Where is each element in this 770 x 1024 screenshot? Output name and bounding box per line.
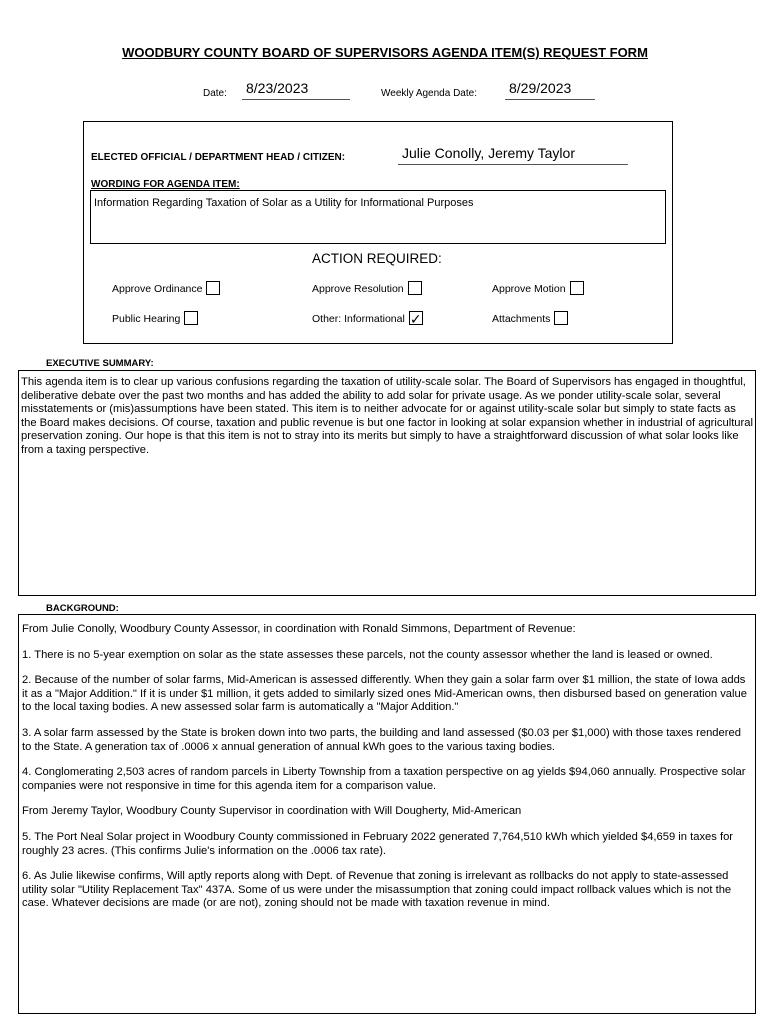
option-label: Public Hearing — [112, 312, 181, 325]
background-paragraph: 5. The Port Neal Solar project in Woodbury County commissioned in February 2022 generated 7,764,510 kWh which yielded $4,659 in taxes for roughly 23 acres. (This confirms Julie's information on the .0006 tax rate). — [22, 830, 734, 857]
option-approve-ordinance[interactable] — [112, 282, 220, 296]
background-paragraph: 1. There is no 5-year exemption on solar as the state assesses these parcels, not the county assessor whether the land is leased or owned. — [22, 648, 713, 661]
form-title: WOODBURY COUNTY BOARD OF SUPERVISORS AGENDA ITEM(S) REQUEST FORM — [122, 45, 648, 60]
official-value: Julie Conolly, Jeremy Taylor — [402, 145, 575, 161]
background-paragraph: 3. A solar farm assessed by the State is broken down into two parts, the building and land assessed ($0.03 per $1,000) with those taxes rendered to the State. A generation tax of .0006 x annual generation of annual kWh goes to the various taxing bodies. — [22, 726, 741, 753]
weekly-agenda-date-field[interactable] — [505, 80, 595, 100]
option-approve-motion[interactable] — [492, 282, 584, 296]
option-public-hearing[interactable] — [112, 312, 198, 326]
background-field[interactable] — [18, 614, 756, 1014]
executive-summary-text: This agenda item is to clear up various confusions regarding the taxation of utility-scale solar. The Board of Supervisors has engaged in thoughtful, deliberative debate over the past two months and has added the ability to add solar for private usage. As we ponder utility-scale solar, several misstatements or (mis)assumptions have been stated. This item is to neither advocate for or against utility-scale solar but simply to state facts as the Board makes decisions. Of course, taxation and public revenue is but one factor in looking at solar expansion whether in industrial of agricultural preservation zoning. Our hope is that this item is not to stray into its merits but simply to have a straightforward discussion of what solar looks like from a taxing perspective. — [21, 376, 753, 456]
checkbox-approve-resolution[interactable] — [408, 281, 422, 295]
option-label: Other: Informational — [312, 312, 405, 325]
date-field[interactable] — [242, 80, 350, 100]
background-paragraph: From Jeremy Taylor, Woodbury County Supervisor in coordination with Will Dougherty, Mid-American — [22, 805, 522, 818]
official-field[interactable] — [398, 145, 628, 165]
checkbox-attachments[interactable] — [554, 311, 568, 325]
background-label: BACKGROUND: — [46, 603, 119, 614]
executive-summary-label: EXECUTIVE SUMMARY: — [46, 358, 154, 369]
background-paragraph: 6. As Julie likewise confirms, Will aptly reports along with Dept. of Revenue that zoning is irrelevant as rollbacks do not apply to state-assessed utility solar "Utility Replacement Tax" 437A. Some of us were under the misassumption that zoning could impact rollback values which is not the case. Whatever decisions are made (or are not), zoning should not be made with taxation revenue in mind. — [22, 870, 732, 910]
option-label: Attachments — [492, 312, 551, 325]
background-paragraph: 2. Because of the number of solar farms, Mid-American is assessed differently. When they gain a solar farm over $1 million, the state of Iowa adds it as a "Major Addition." If it is under $1 million, it gets added to similarly sized ones Mid-American owns, then disbursed based on generation value to the local taxing bodies. A new assessed solar farm is automatically a "Major Addition." — [22, 674, 747, 714]
background-paragraph: From Julie Conolly, Woodbury County Assessor, in coordination with Ronald Simmons, Department of Revenue: — [22, 623, 576, 635]
option-approve-resolution[interactable] — [312, 282, 422, 296]
wording-label: WORDING FOR AGENDA ITEM: — [91, 179, 240, 190]
wording-value: Information Regarding Taxation of Solar as a Utility for Informational Purposes — [94, 197, 474, 209]
official-label: ELECTED OFFICIAL / DEPARTMENT HEAD / CITIZEN: — [91, 152, 346, 163]
action-required-heading: ACTION REQUIRED: — [312, 251, 442, 266]
wording-field[interactable] — [90, 190, 666, 244]
option-label: Approve Ordinance — [112, 282, 203, 295]
background-paragraph: 4. Conglomerating 2,503 acres of random parcels in Liberty Township from a taxation perspective on ag yields $94,060 annually. Prospective solar companies were not responsive in time for this agenda item for a comparison value. — [22, 766, 746, 792]
weekly-agenda-date-value: 8/29/2023 — [509, 80, 572, 96]
checkbox-public-hearing[interactable] — [184, 311, 198, 325]
date-value: 8/23/2023 — [246, 80, 309, 96]
checkbox-approve-motion[interactable] — [570, 281, 584, 295]
date-label: Date: — [203, 88, 227, 99]
option-other-informational[interactable] — [312, 312, 423, 326]
option-attachments[interactable] — [492, 312, 568, 326]
option-label: Approve Motion — [492, 282, 566, 295]
checkbox-other-informational[interactable] — [409, 311, 423, 325]
executive-summary-field[interactable] — [18, 370, 756, 596]
option-label: Approve Resolution — [312, 282, 404, 295]
checkbox-approve-ordinance[interactable] — [206, 281, 220, 295]
weekly-agenda-date-label: Weekly Agenda Date: — [381, 88, 477, 99]
check-mark-icon: ✓ — [409, 311, 422, 327]
